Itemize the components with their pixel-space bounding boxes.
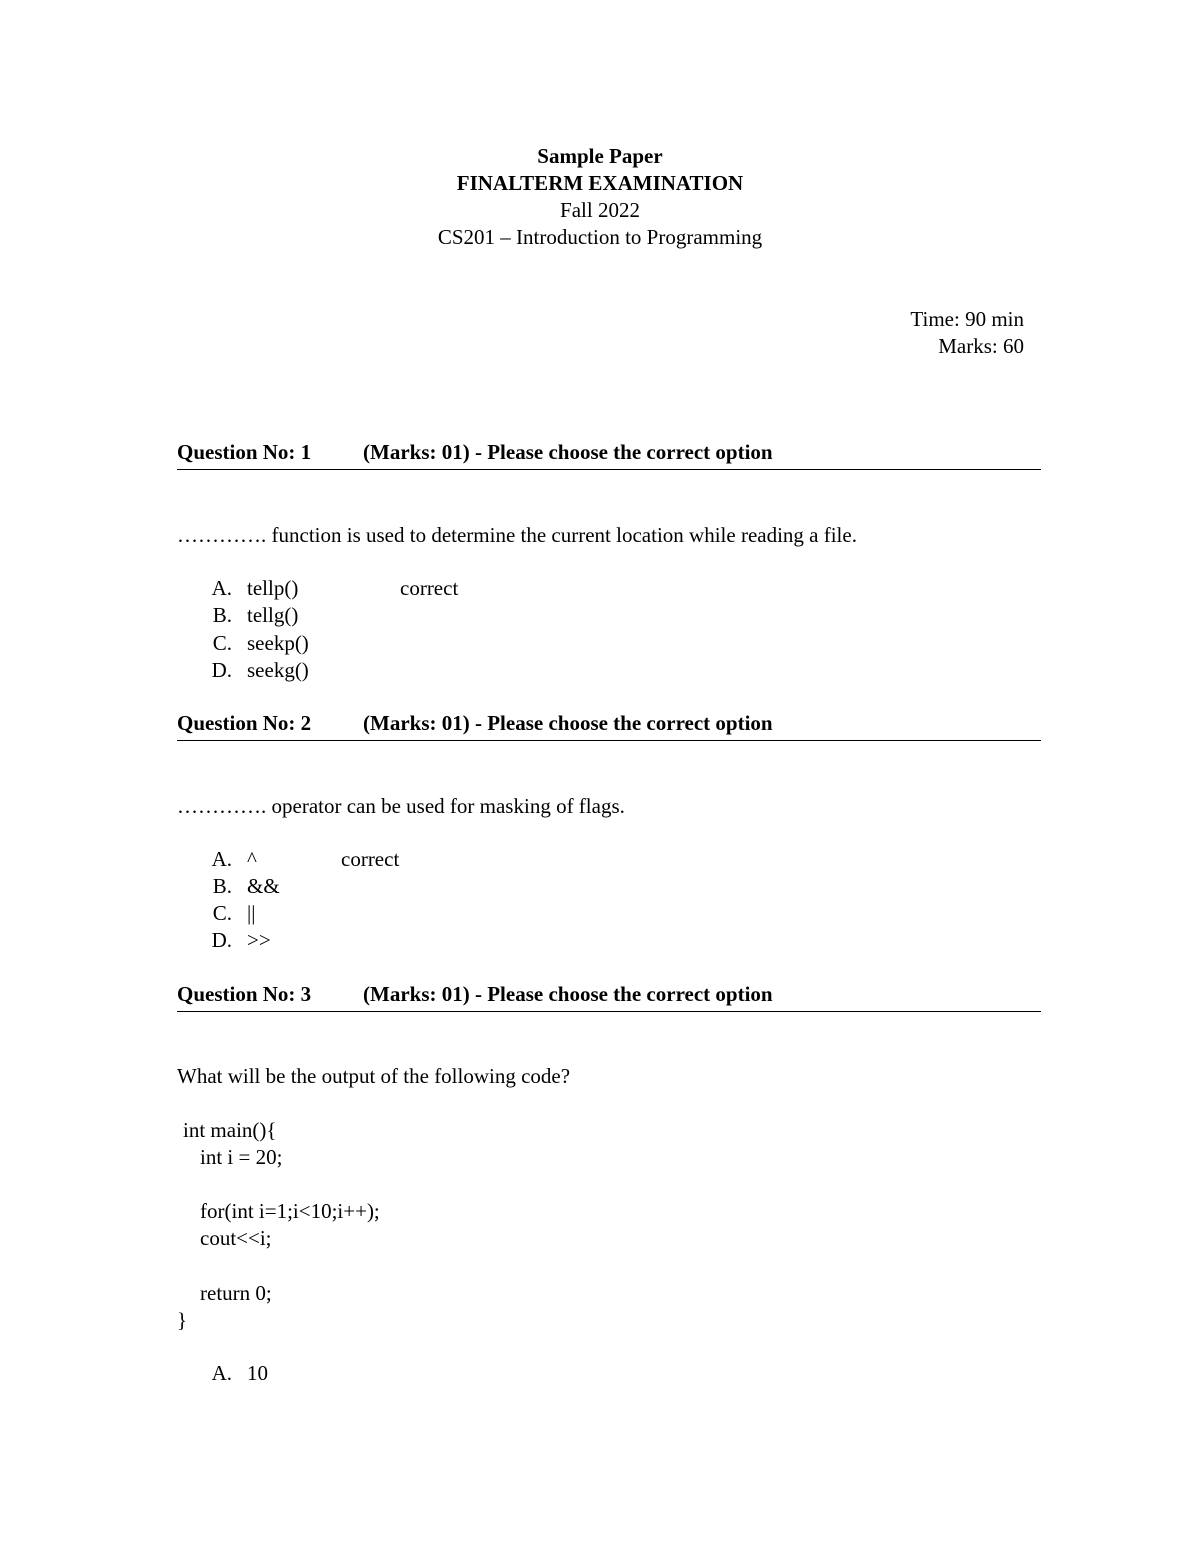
option-text: seekg() bbox=[247, 658, 309, 682]
question-3-text: What will be the output of the following code? bbox=[177, 1064, 571, 1088]
question-marks: (Marks: 01) - Please choose the correct option bbox=[363, 440, 773, 464]
question-2-header bbox=[177, 710, 1041, 741]
option-letter: C. bbox=[212, 901, 232, 925]
course-title: CS201 – Introduction to Programming bbox=[437, 225, 763, 249]
option-text: ^ bbox=[247, 847, 257, 871]
code-line: int main(){ bbox=[183, 1118, 277, 1142]
option-letter: C. bbox=[212, 631, 232, 655]
code-line: int i = 20; bbox=[200, 1145, 283, 1169]
question-number: Question No: 2 bbox=[177, 711, 312, 735]
option-text: || bbox=[247, 901, 256, 925]
paper-title: Sample Paper bbox=[537, 144, 663, 168]
exam-time: Time: 90 min bbox=[910, 307, 1024, 331]
question-1-text: …………. function is used to determine the current location while reading a file. bbox=[177, 523, 857, 547]
code-line: cout<<i; bbox=[200, 1226, 272, 1250]
option-correct-note: correct bbox=[400, 576, 459, 600]
option-letter: B. bbox=[212, 603, 232, 627]
option-text: && bbox=[247, 874, 280, 898]
option-text: 10 bbox=[247, 1361, 268, 1385]
option-letter: A. bbox=[211, 1361, 232, 1385]
question-2-text: …………. operator can be used for masking of flags. bbox=[177, 794, 625, 818]
code-line: for(int i=1;i<10;i++); bbox=[200, 1199, 380, 1223]
option-text: tellg() bbox=[247, 603, 299, 627]
question-marks: (Marks: 01) - Please choose the correct option bbox=[363, 982, 773, 1006]
question-3-header bbox=[177, 981, 1041, 1012]
code-line: return 0; bbox=[200, 1281, 272, 1305]
option-text: tellp() bbox=[247, 576, 299, 600]
option-letter: B. bbox=[212, 874, 232, 898]
exam-term: Fall 2022 bbox=[560, 198, 640, 222]
question-1-header bbox=[177, 439, 1041, 470]
option-letter: A. bbox=[211, 576, 232, 600]
option-letter: A. bbox=[211, 847, 232, 871]
question-marks: (Marks: 01) - Please choose the correct option bbox=[363, 711, 773, 735]
question-number: Question No: 3 bbox=[177, 982, 312, 1006]
code-line: } bbox=[177, 1308, 188, 1332]
option-correct-note: correct bbox=[341, 847, 400, 871]
option-text: >> bbox=[247, 928, 271, 952]
question-number: Question No: 1 bbox=[177, 440, 312, 464]
option-letter: D. bbox=[211, 658, 232, 682]
exam-marks: Marks: 60 bbox=[938, 334, 1024, 358]
option-text: seekp() bbox=[247, 631, 309, 655]
option-letter: D. bbox=[211, 928, 232, 952]
exam-title: FINALTERM EXAMINATION bbox=[456, 171, 744, 195]
